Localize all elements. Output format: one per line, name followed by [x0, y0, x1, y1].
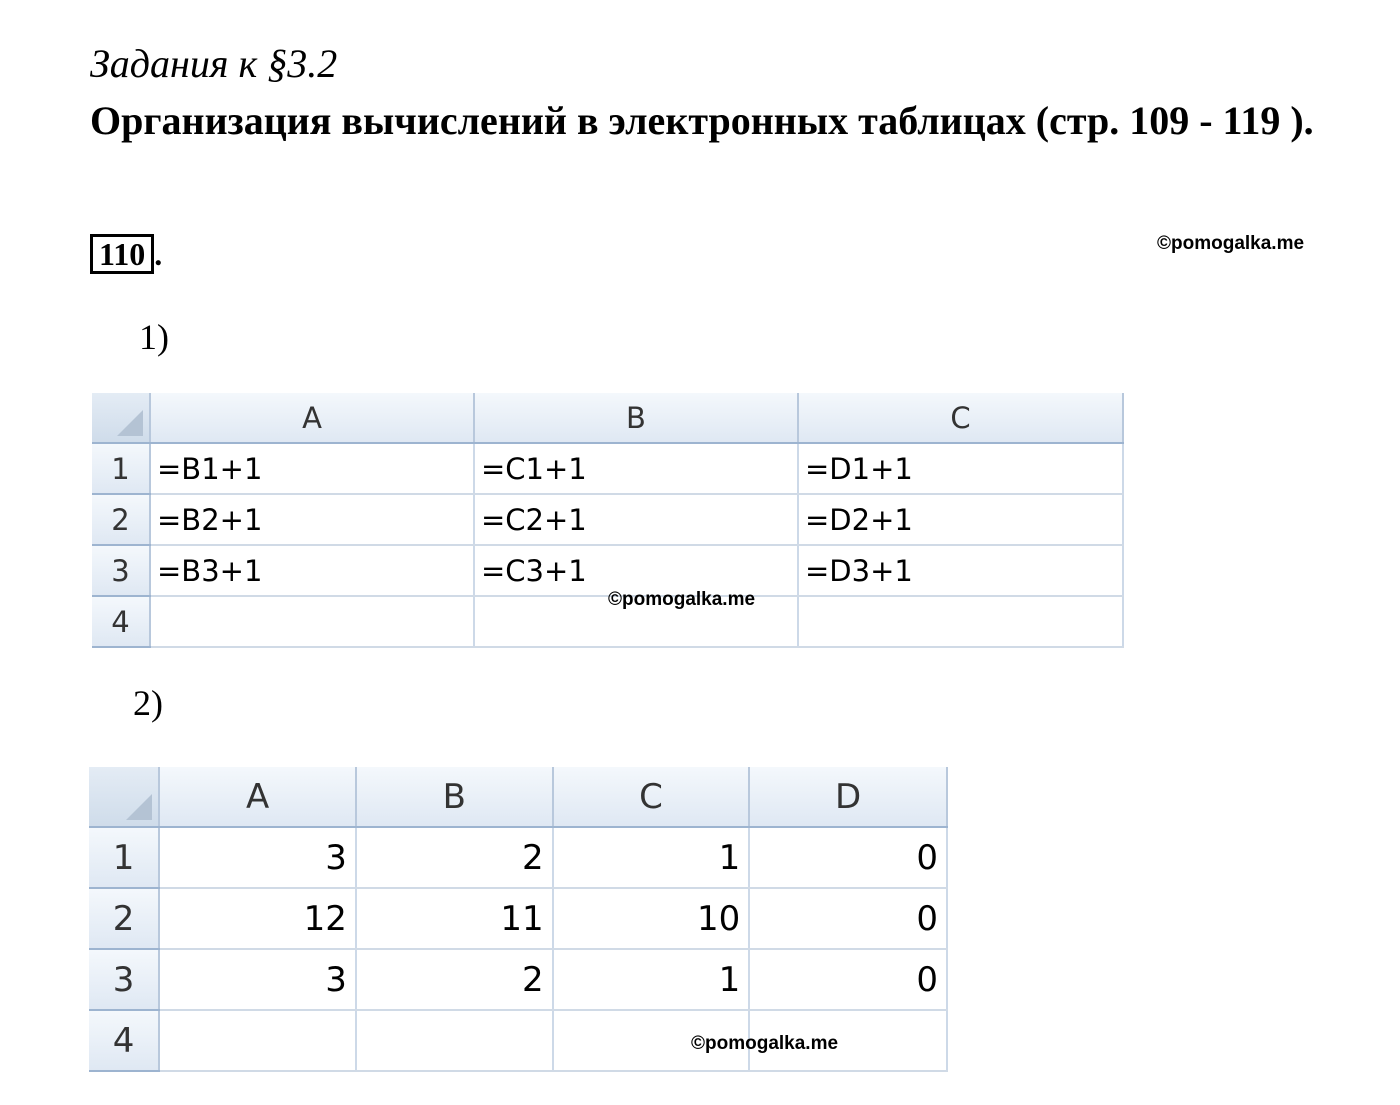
select-all-icon	[117, 410, 143, 436]
part-2-label: 2)	[133, 683, 163, 723]
row-header-4[interactable]: 4	[89, 1010, 159, 1071]
task-number-box: 110	[90, 234, 154, 274]
row-header-3[interactable]: 3	[89, 949, 159, 1010]
cell-c4[interactable]	[798, 596, 1123, 647]
cell-b1[interactable]: =C1+1	[474, 443, 798, 494]
cell-a4[interactable]	[159, 1010, 356, 1071]
column-header-b[interactable]: B	[474, 393, 798, 443]
cell-b2[interactable]: 11	[356, 888, 553, 949]
table-row	[92, 443, 1123, 494]
table-row	[92, 494, 1123, 545]
cell-a1[interactable]: =B1+1	[150, 443, 474, 494]
column-header-d[interactable]: D	[749, 767, 947, 827]
task-number	[90, 234, 162, 274]
spreadsheet-2	[89, 767, 948, 1072]
watermark-top: ©pomogalka.me	[1157, 233, 1305, 254]
cell-a2[interactable]: 12	[159, 888, 356, 949]
table-row	[89, 888, 947, 949]
select-all-corner[interactable]	[92, 393, 150, 443]
watermark-table-2: ©pomogalka.me	[691, 1033, 839, 1054]
cell-a2[interactable]: =B2+1	[150, 494, 474, 545]
select-all-icon	[126, 794, 152, 820]
cell-b2[interactable]: =C2+1	[474, 494, 798, 545]
watermark-table-1: ©pomogalka.me	[608, 589, 756, 610]
cell-a1[interactable]: 3	[159, 827, 356, 888]
cell-b1[interactable]: 2	[356, 827, 553, 888]
cell-d1[interactable]: 0	[749, 827, 947, 888]
cell-d3[interactable]: 0	[749, 949, 947, 1010]
column-header-a[interactable]: A	[159, 767, 356, 827]
cell-a3[interactable]: 3	[159, 949, 356, 1010]
cell-a3[interactable]: =B3+1	[150, 545, 474, 596]
row-header-3[interactable]: 3	[92, 545, 150, 596]
section-subtitle: Задания к §3.2	[90, 41, 338, 86]
row-header-2[interactable]: 2	[89, 888, 159, 949]
cell-b3[interactable]: 2	[356, 949, 553, 1010]
column-header-row	[92, 393, 1123, 443]
cell-b3[interactable]: =C3+1	[474, 545, 798, 596]
cell-c3[interactable]: =D3+1	[798, 545, 1123, 596]
cell-a4[interactable]	[150, 596, 474, 647]
cell-b4[interactable]	[356, 1010, 553, 1071]
part-1-label: 1)	[139, 317, 169, 357]
column-header-b[interactable]: B	[356, 767, 553, 827]
cell-c1[interactable]: 1	[553, 827, 750, 888]
row-header-1[interactable]: 1	[89, 827, 159, 888]
table-row	[89, 949, 947, 1010]
column-header-a[interactable]: A	[150, 393, 474, 443]
task-number-suffix: .	[154, 236, 163, 272]
column-header-row	[89, 767, 947, 827]
cell-c1[interactable]: =D1+1	[798, 443, 1123, 494]
table-row	[89, 827, 947, 888]
column-header-c[interactable]: C	[553, 767, 750, 827]
cell-c2[interactable]: =D2+1	[798, 494, 1123, 545]
row-header-2[interactable]: 2	[92, 494, 150, 545]
page-title: Организация вычислений в электронных таблицах (стр. 109 - 119 ).	[90, 98, 1314, 143]
select-all-corner[interactable]	[89, 767, 159, 827]
row-header-4[interactable]: 4	[92, 596, 150, 647]
row-header-1[interactable]: 1	[92, 443, 150, 494]
cell-c3[interactable]: 1	[553, 949, 750, 1010]
column-header-c[interactable]: C	[798, 393, 1123, 443]
cell-c2[interactable]: 10	[553, 888, 750, 949]
cell-d2[interactable]: 0	[749, 888, 947, 949]
